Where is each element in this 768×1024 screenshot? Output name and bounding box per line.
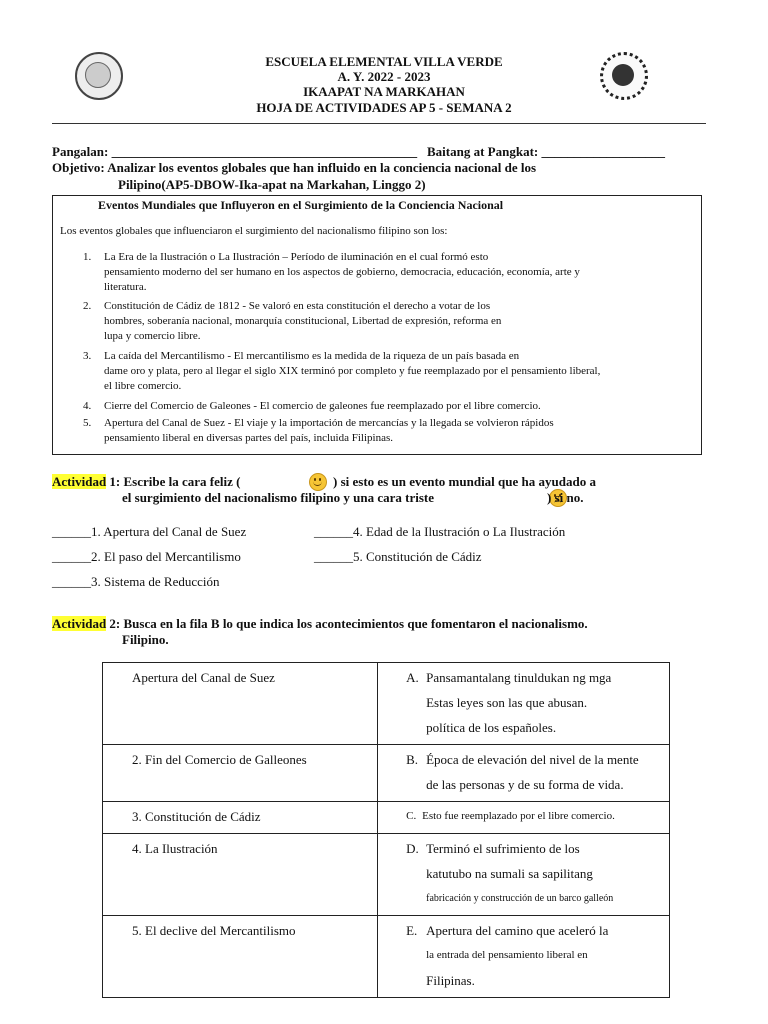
sheet-title: HOJA DE ACTIVIDADES AP 5 - SEMANA 2 — [256, 100, 512, 115]
matching-table — [102, 662, 670, 998]
answer-item[interactable]: ______2. El paso del Mercantilismo — [52, 549, 241, 564]
column-b-cell: A. Pansamantalang tinuldukan ng mga Estas leyes son las que abusan. política de los españoles. — [378, 663, 670, 745]
activity1-instructions-line2-end: ) si no. — [547, 490, 584, 505]
table-row — [103, 916, 670, 998]
answer-item[interactable]: ______5. Constitución de Cádiz — [314, 549, 482, 564]
column-b-cell: C. Esto fue reemplazado por el libre comercio. — [378, 802, 670, 834]
column-b-cell: B. Época de elevación del nivel de la mente de las personas y de su forma de vida. — [378, 745, 670, 802]
column-a-cell: 4. La Ilustración — [103, 834, 378, 916]
happy-face-icon — [309, 473, 327, 491]
activity1-instructions: Actividad 1: Escribe la cara feliz ( — [52, 474, 241, 489]
objective-line2: Pilipino(AP5-DBOW-Ika-apat na Markahan, Linggo 2) — [118, 177, 426, 192]
reading-title: Eventos Mundiales que Influyeron en el Surgimiento de la Conciencia Nacional — [98, 198, 504, 212]
grade-label: Baitang at Pangkat: ___________________ — [427, 144, 665, 159]
activity1-label: Actividad — [52, 474, 107, 489]
name-label: Pangalan: _______________________________________________ — [52, 144, 418, 159]
activity2-instructions: Actividad 2: Busca en la fila B lo que indica los acontecimientos que fomentaron el nacionalismo. — [52, 616, 588, 631]
activity2-label: Actividad — [52, 616, 107, 631]
column-b-cell: D. Terminó el sufrimiento de los katutubo na sumali sa sapilitang fabricación y construcción de un barco galleón — [378, 834, 670, 916]
answer-item[interactable]: ______4. Edad de la Ilustración o La Ilustración — [314, 524, 566, 539]
activity1-instructions-line2: el surgimiento del nacionalismo filipino y una cara triste — [122, 490, 434, 505]
column-a-cell: 3. Constitución de Cádiz — [103, 802, 378, 834]
table-row — [103, 745, 670, 802]
table-row — [103, 834, 670, 916]
quarter: IKAAPAT NA MARKAHAN — [303, 84, 465, 99]
school-year: A. Y. 2022 - 2023 — [337, 69, 431, 84]
header-divider — [52, 123, 706, 124]
table-row — [103, 663, 670, 745]
column-a-cell: 5. El declive del Mercantilismo — [103, 916, 378, 998]
answer-item[interactable]: ______1. Apertura del Canal de Suez — [52, 524, 247, 539]
objective-line1: Objetivo: Analizar los eventos globales que han influido en la conciencia nacional de los — [52, 160, 537, 175]
column-a-cell: 2. Fin del Comercio de Galleones — [103, 745, 378, 802]
activity1-instructions-end: ) si esto es un evento mundial que ha ayudado a — [333, 474, 596, 489]
reading-intro: Los eventos globales que influenciaron el surgimiento del nacionalismo filipino son los: — [60, 225, 448, 237]
answer-item[interactable]: ______3. Sistema de Reducción — [52, 574, 220, 589]
column-b-cell: E. Apertura del camino que aceleró la la entrada del pensamiento liberal en Filipinas. — [378, 916, 670, 998]
school-name: ESCUELA ELEMENTAL VILLA VERDE — [265, 54, 503, 69]
table-row — [103, 802, 670, 834]
column-a-cell: Apertura del Canal de Suez — [103, 663, 378, 745]
activity2-instructions-line2: Filipino. — [122, 632, 169, 647]
